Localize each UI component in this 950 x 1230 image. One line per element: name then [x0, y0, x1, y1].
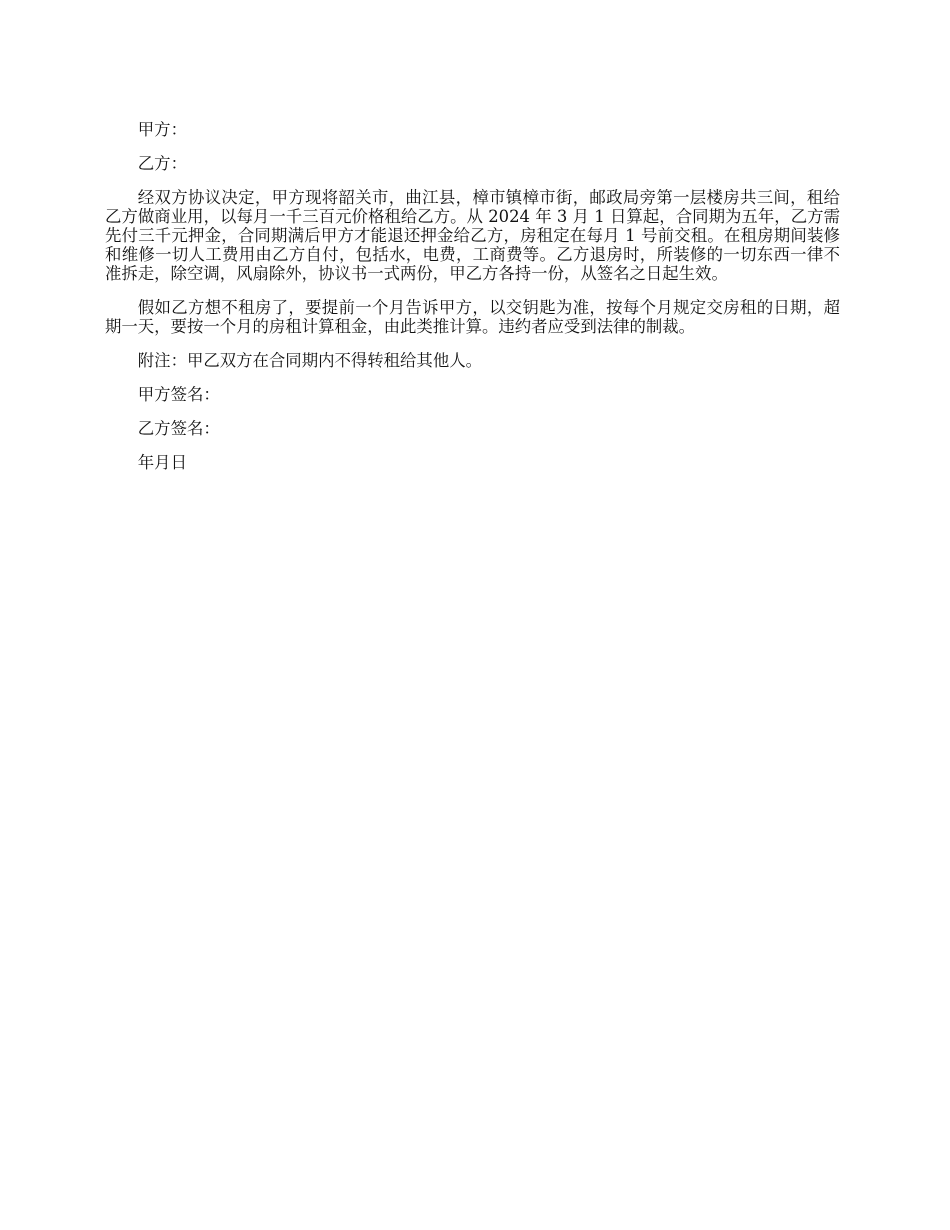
clause-termination-paragraph: 假如乙方想不租房了，要提前一个月告诉甲方，以交钥匙为准，按每个月规定交房租的日期，超期一天，要按一个月的房租计算租金，由此类推计算。违约者应受到法律的制裁。 — [105, 298, 840, 336]
note-paragraph: 附注：甲乙双方在合同期内不得转租给其他人。 — [137, 351, 482, 370]
contract-document — [105, 120, 840, 487]
party-b-signature-line: 乙方签名： — [137, 419, 220, 438]
date-line: 年月日 — [137, 453, 187, 472]
party-a-signature-line: 甲方签名： — [137, 385, 220, 404]
clause-main-paragraph: 经双方协议决定，甲方现将韶关市，曲江县，樟市镇樟市街，邮政局旁第一层楼房共三间，租给乙方做商业用，以每月一千三百元价格租给乙方。从 2024 年 3 月 1 日算起，合同期为五年，乙方需先付三千元押金，合同期满后甲方才能退还押金给乙方，房租定在每月 1 号前交租。在租房期间装修和维修一切人工费用由乙方自付，包括水，电费，工商费等。乙方退房时，所装修的一切东西一律不准拆走，除空调，风扇除外，协议书一式两份，甲乙方各持一份，从签名之日起生效。 — [105, 188, 840, 283]
party-a-label: 甲方： — [137, 120, 187, 139]
party-b-label: 乙方： — [137, 154, 187, 173]
